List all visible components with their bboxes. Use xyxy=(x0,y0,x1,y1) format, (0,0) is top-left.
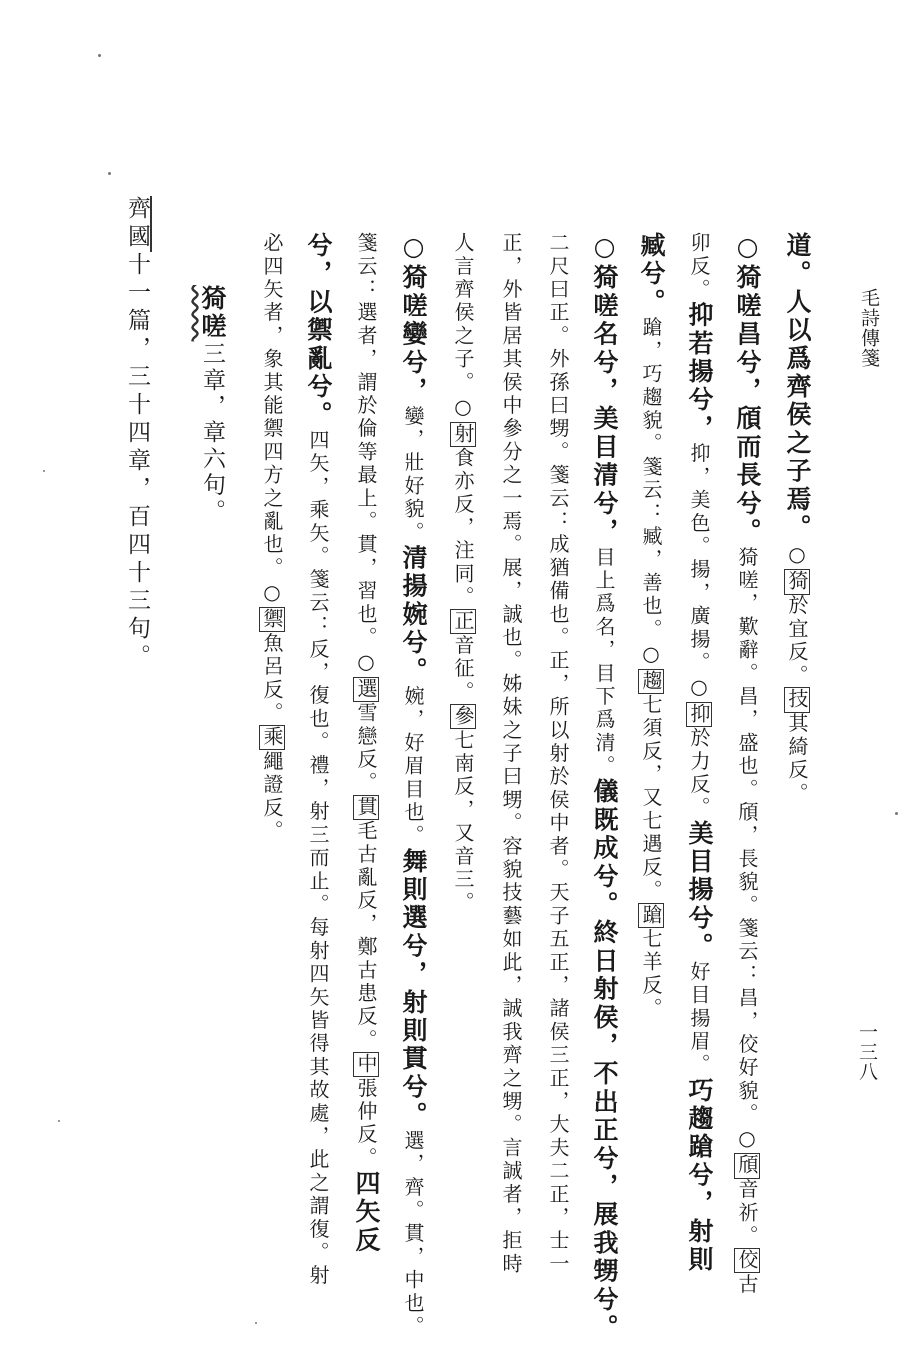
commentary-text: 魚呂反。 xyxy=(260,632,284,726)
commentary-text: 目上爲名，目下爲清。 xyxy=(592,546,616,779)
boxed-character: 乘 xyxy=(260,726,284,750)
text-column xyxy=(401,232,426,1339)
verse-text: 美目揚兮。 xyxy=(685,819,714,961)
commentary-text: 抑，美色。揚，廣揚。○ xyxy=(687,442,711,702)
commentary-text: 好目揚眉。 xyxy=(687,960,711,1077)
boxed-character: 貫 xyxy=(354,795,378,820)
verse-text: 道。人以爲齊侯之子焉。 xyxy=(783,232,812,543)
commentary-text: 毛古亂反，鄭古患反。 xyxy=(354,820,378,1053)
book-summary-text: 十一篇，三十四章，百四十三句。 xyxy=(124,252,150,672)
commentary-text: 於力反。 xyxy=(687,727,711,820)
page-number: 一三八 xyxy=(856,1022,878,1082)
text-column xyxy=(260,232,283,843)
verse-text: 兮，以禦亂兮。 xyxy=(304,232,333,430)
commentary-text: 婉，好眉目也。 xyxy=(401,685,425,848)
text-column xyxy=(306,232,331,1288)
verse-text: ○猗嗟昌兮，頎而長兮。 xyxy=(733,232,762,547)
boxed-character: 趨 xyxy=(639,669,663,693)
commentary-text: 其綺反。 xyxy=(785,712,809,806)
text-column xyxy=(639,232,664,1021)
verse-text: 清揚婉兮。 xyxy=(399,544,428,686)
verse-text: ○猗嗟孌兮， xyxy=(399,232,428,406)
verse-text: 儀既成兮。終日射侯，不出正兮，展我甥兮。 xyxy=(590,778,619,1343)
commentary-text: 必四矢者，象其能禦四方之亂也。○ xyxy=(260,232,284,608)
poem-summary-title: 猗嗟 xyxy=(198,285,227,342)
verse-text: ○猗嗟名兮，美目清兮， xyxy=(590,232,619,547)
commentary-text: 二尺曰正。外孫曰甥。箋云：成猶備也。正，所以射於侯中者。天子五正，諸侯三正，大夫二正，士一 xyxy=(546,232,570,1276)
text-column xyxy=(687,232,712,1274)
speck xyxy=(895,812,898,815)
poem-summary xyxy=(200,285,225,525)
poem-summary-text: 三章，章六句。 xyxy=(199,341,225,525)
verse-text: 舞則選兮，射則貫兮。 xyxy=(399,847,428,1130)
commentary-text: 卯反。 xyxy=(687,232,711,302)
commentary-text: 箋云：選者，謂於倫等最上。貫，習也。○ xyxy=(354,232,378,677)
text-column xyxy=(451,232,474,915)
boxed-character: 猗 xyxy=(785,570,809,594)
book-title: 毛詩傳箋 xyxy=(858,288,880,368)
commentary-text: 蹌，巧趨貌。箋云：臧，善也。○ xyxy=(639,316,663,669)
boxed-character: 抑 xyxy=(687,702,711,727)
commentary-text: 音征。 xyxy=(451,634,475,705)
commentary-text: 正，外皆居其侯中參分之一焉。展，誠也。姊妹之子曰甥。容貌技藝如此，誠我齊之甥。言誠者，拒時 xyxy=(499,232,523,1276)
book-summary xyxy=(125,196,148,672)
commentary-text: 七羊反。 xyxy=(639,927,663,1021)
commentary-text: 音祈。 xyxy=(735,1178,759,1249)
boxed-character: 頎 xyxy=(735,1154,759,1178)
boxed-character: 禦 xyxy=(260,608,284,632)
commentary-text: 雪戀反。 xyxy=(354,702,378,795)
commentary-text: 食亦反，注同。 xyxy=(451,446,475,610)
commentary-text: 四矢，乘矢。箋云：反，復也。禮，射三而止。每射四矢皆得其故處，此之謂復。射 xyxy=(306,429,330,1288)
commentary-text: 孌，壯好貌。 xyxy=(401,405,425,545)
text-column xyxy=(499,232,522,1276)
commentary-text: 人言齊侯之子。○ xyxy=(451,232,475,422)
verse-text: 巧趨蹌兮，射則 xyxy=(685,1076,714,1275)
commentary-text: 張仲反。 xyxy=(354,1077,378,1171)
boxed-character: 射 xyxy=(451,422,475,446)
commentary-text: 於宜反。 xyxy=(785,594,809,688)
text-column xyxy=(785,232,810,805)
commentary-text: 七須反，又七遇反。 xyxy=(639,693,663,903)
boxed-character: 選 xyxy=(354,677,378,702)
speck xyxy=(255,1322,257,1324)
boxed-character: 技 xyxy=(785,688,809,712)
commentary-text: 選，齊。貫，中也。 xyxy=(401,1129,425,1339)
boxed-character: 中 xyxy=(354,1053,378,1077)
text-column xyxy=(546,232,569,1276)
boxed-character: 蹌 xyxy=(639,903,663,927)
text-column xyxy=(592,232,617,1342)
commentary-text: 繩證反。 xyxy=(260,750,284,844)
speck xyxy=(43,470,45,472)
verse-text: 抑若揚兮， xyxy=(685,301,714,443)
commentary-text: 古 xyxy=(735,1273,759,1297)
commentary-text: ○ xyxy=(785,542,809,570)
speck xyxy=(108,172,111,175)
book-summary-title: 齊國 xyxy=(124,196,150,252)
boxed-character: 佼 xyxy=(735,1249,759,1273)
verse-text: 臧兮。 xyxy=(637,232,666,317)
text-column xyxy=(354,232,379,1255)
commentary-text: 猗嗟，歎辭。昌，盛也。頎，長貌。箋云：昌，佼好貌。○ xyxy=(735,546,759,1154)
text-column xyxy=(735,232,760,1297)
boxed-character: 正 xyxy=(451,610,475,634)
verse-text: 四矢反 xyxy=(352,1170,381,1255)
speck xyxy=(58,1120,60,1122)
speck xyxy=(98,54,101,57)
boxed-character: 參 xyxy=(451,705,475,729)
commentary-text: 七南反，又音三。 xyxy=(451,729,475,915)
